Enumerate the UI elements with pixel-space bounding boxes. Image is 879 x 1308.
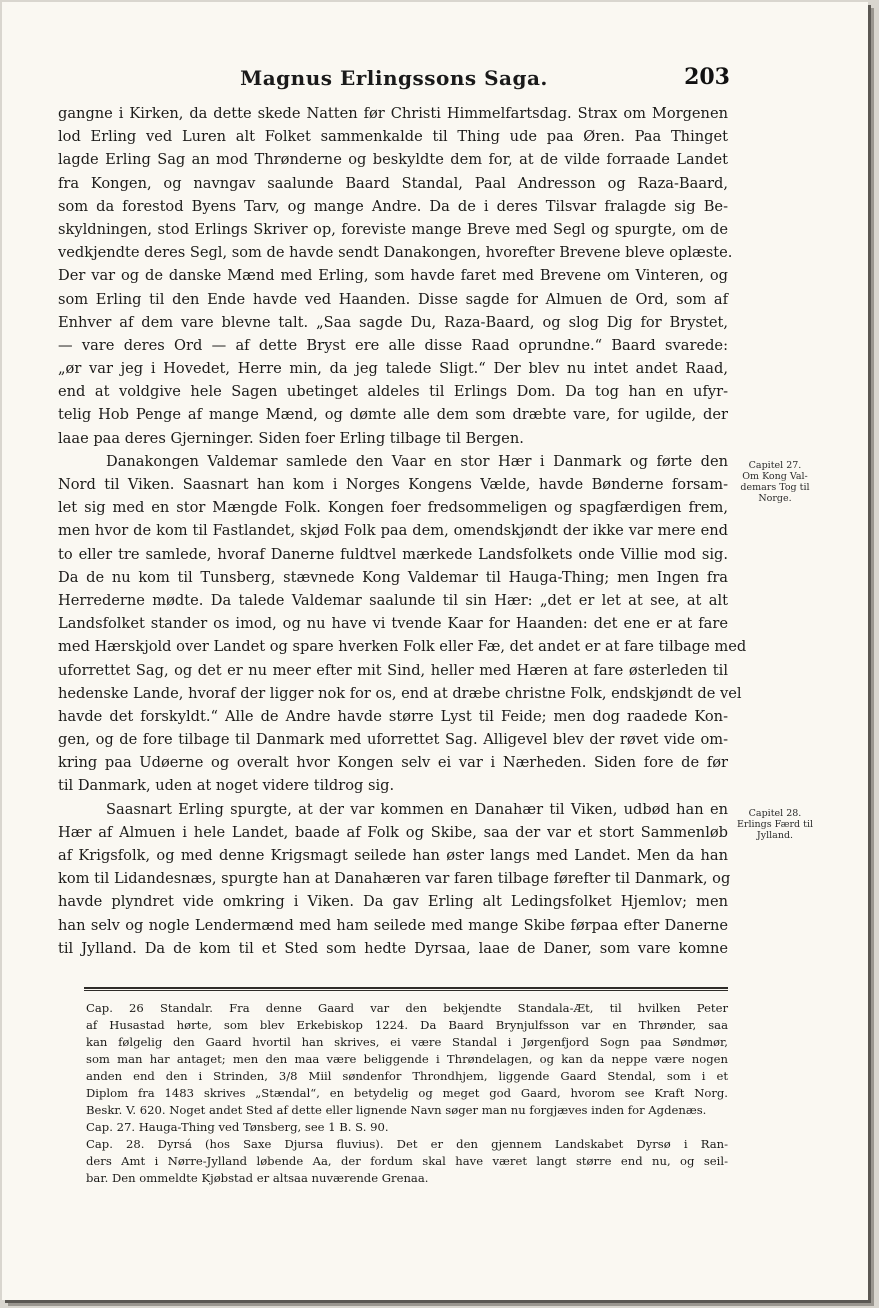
text-line: kring paa Udøerne og overalt hvor Kongen selv ei var i Nærheden. Siden fore de før <box>58 754 728 772</box>
text-line: han selv og nogle Lendermænd med ham seilede med mange Skibe førpaa efter Danerne <box>58 916 728 934</box>
footnote-line: af Husastad hørte, som blev Erkebiskop 1224. Da Baard Brynjulfsson var en Thrønder, saa <box>86 1018 728 1032</box>
text-line: Landsfolket stander os imod, og nu have vi tvende Kaar for Haanden: det ene er at fare <box>58 615 728 633</box>
text-line: lagde Erling Sag an mod Thrønderne og beskyldte dem for, at de vilde forraade Landet <box>58 151 728 169</box>
footnote-rule-thin <box>84 990 728 991</box>
page-header <box>58 64 730 96</box>
text-line: Der var og de danske Mænd med Erling, som havde faret med Brevene om Vinteren, og <box>58 267 728 285</box>
sidenote-line: Norge. <box>758 493 792 504</box>
footnote-line: bar. Den ommeldte Kjøbstad er altsaa nuværende Grenaa. <box>86 1171 429 1185</box>
footnote-rule <box>84 987 728 989</box>
text-line: hedenske Lande, hvoraf der ligger nok for os, end at dræbe christne Folk, endskjøndt de vel <box>58 684 742 702</box>
footnote-line: anden end den i Strinden, 3/8 Miil søndenfor Throndhjem, liggende Gaard Stendal, som i et <box>86 1069 728 1083</box>
text-line: — vare deres Ord — af dette Bryst ere alle disse Raad oprundne.“ Baard svarede: <box>58 336 728 354</box>
main-text <box>58 102 747 960</box>
text-line: Herrederne mødte. Da talede Valdemar saalunde til sin Hær: „det er let at see, at alt <box>58 591 728 609</box>
text-line: Danakongen Valdemar samlede den Vaar en stor Hær i Danmark og førte den <box>106 452 728 470</box>
sidenote-chapter-28 <box>730 808 820 841</box>
text-line: lod Erling ved Luren alt Folket sammenkalde til Thing ude paa Øren. Paa Thinget <box>58 128 728 146</box>
footnote-line: ders Amt i Nørre-Jylland løbende Aa, der fordum skal have været langt større end nu, og seil- <box>86 1154 728 1168</box>
text-line: fra Kongen, og navngav saalunde Baard Standal, Paal Andresson og Raza-Baard, <box>58 174 728 192</box>
text-line: havde plyndret vide omkring i Viken. Da gav Erling alt Ledingsfolket Hjemlov; men <box>58 893 728 911</box>
footnote-line: Beskr. V. 620. Noget andet Sted af dette eller lignende Navn søger man nu forgjæves inden for Agdenæs. <box>86 1103 707 1117</box>
footnote-line: Cap. 26 Standalr. Fra denne Gaard var den bekjendte Standala-Æt, til hvilken Peter <box>86 1001 728 1015</box>
text-line: havde det forskyldt.“ Alle de Andre havde større Lyst til Feide; men dog raadede Kon- <box>58 707 728 725</box>
sidenote-line: demars Tog til <box>740 482 810 493</box>
text-line: til Jylland. Da de kom til et Sted som hedte Dyrsaa, laae de Daner, som vare komne <box>58 939 728 957</box>
text-line: kom til Lidandesnæs, spurgte han at Danahæren var faren tilbage førefter til Danmark, og <box>58 870 731 888</box>
text-line: men hvor de kom til Fastlandet, skjød Folk paa dem, omendskjøndt der ikke var mere end <box>58 522 728 540</box>
text-line: Saasnart Erling spurgte, at der var kommen en Danahær til Viken, udbød han en <box>106 800 728 818</box>
footnote-line: Diplom fra 1483 skrives „Stændal“, en betydelig og meget god Gaard, hvorom see Kraft Norg. <box>86 1086 728 1100</box>
text-line: Da de nu kom til Tunsberg, stævnede Kong Valdemar til Hauga-Thing; men Ingen fra <box>58 568 728 586</box>
text-line: telig Hob Penge af mange Mænd, og dømte alle dem som dræbte vare, for ugilde, der <box>58 406 728 424</box>
sidenote-chapter-27 <box>730 460 820 504</box>
book-page <box>2 2 868 1300</box>
text-line: gen, og de fore tilbage til Danmark med uforrettet Sag. Alligevel blev der røvet vide om- <box>58 731 728 749</box>
text-line: Enhver af dem vare blevne talt. „Saa sagde Du, Raza-Baard, og slog Dig for Brystet, <box>58 313 728 331</box>
text-line: som Erling til den Ende havde ved Haanden. Disse sagde for Almuen de Ord, som af <box>58 290 728 308</box>
text-line: som da forestod Byens Tarv, og mange Andre. Da de i deres Tilsvar fralagde sig Be- <box>58 197 728 215</box>
running-title: Magnus Erlingssons Saga. <box>240 66 548 90</box>
text-line: end at voldgive hele Sagen ubetinget aldeles til Erlings Dom. Da tog han en ufyr- <box>58 383 728 401</box>
text-line: let sig med en stor Mængde Folk. Kongen foer fredsommeligen og spagfærdigen frem, <box>58 499 728 517</box>
text-line: med Hærskjold over Landet og spare hverken Folk eller Fæ, det andet er at fare tilbage med <box>58 638 747 656</box>
sidenote-line: Erlings Færd til <box>736 819 814 830</box>
sidenote-line: Capitel 28. <box>748 808 802 819</box>
footnotes <box>86 1000 728 1187</box>
footnote-line: Cap. 28. Dyrsá (hos Saxe Djursa fluvius). Det er den gjennem Landskabet Dyrsø i Ran- <box>86 1137 728 1151</box>
text-line: to eller tre samlede, hvoraf Danerne fuldtvel mærkede Landsfolkets onde Villie mod sig. <box>58 545 728 563</box>
text-line: til Danmark, uden at noget videre tildrog sig. <box>58 777 395 795</box>
text-line: gangne i Kirken, da dette skede Natten før Christi Himmelfartsdag. Strax om Morgenen <box>58 105 728 122</box>
sidenote-line: Om Kong Val- <box>742 471 808 482</box>
sidenote-line: Capitel 27. <box>748 460 802 471</box>
sidenote-line: Jylland. <box>756 830 794 841</box>
text-line: uforrettet Sag, og det er nu meer efter mit Sind, heller med Hæren at fare østerleden til <box>58 661 728 679</box>
text-line: laae paa deres Gjerninger. Siden foer Erling tilbage til Bergen. <box>58 429 524 447</box>
footnote-line: som man har antaget; men den maa være beliggende i Thrøndelagen, og kan da neppe være nogen <box>86 1052 728 1066</box>
text-line: af Krigsfolk, og med denne Krigsmagt seilede han øster langs med Landet. Men da han <box>58 847 728 864</box>
footnote-line: Cap. 27. Hauga-Thing ved Tønsberg, see 1 B. S. 90. <box>86 1120 389 1134</box>
page-number: 203 <box>684 64 730 90</box>
text-line: Nord til Viken. Saasnart han kom i Norges Kongens Vælde, havde Bønderne forsam- <box>58 476 728 493</box>
text-line: Hær af Almuen i hele Landet, baade af Folk og Skibe, saa der var et stort Sammenløb <box>58 823 728 841</box>
text-line: skyldningen, stod Erlings Skriver op, foreviste mange Breve med Segl og spurgte, om de <box>58 220 728 238</box>
footnote-line: kan følgelig den Gaard hvortil han skrives, ei være Standal i Jørgenfjord Sogn paa Søndmør, <box>86 1035 728 1049</box>
text-line: „ør var jeg i Hovedet, Herre min, da jeg talede Sligt.“ Der blev nu intet andet Raad, <box>58 360 728 378</box>
text-line: vedkjendte deres Segl, som de havde sendt Danakongen, hvorefter Brevene bleve oplæste. <box>58 244 733 262</box>
